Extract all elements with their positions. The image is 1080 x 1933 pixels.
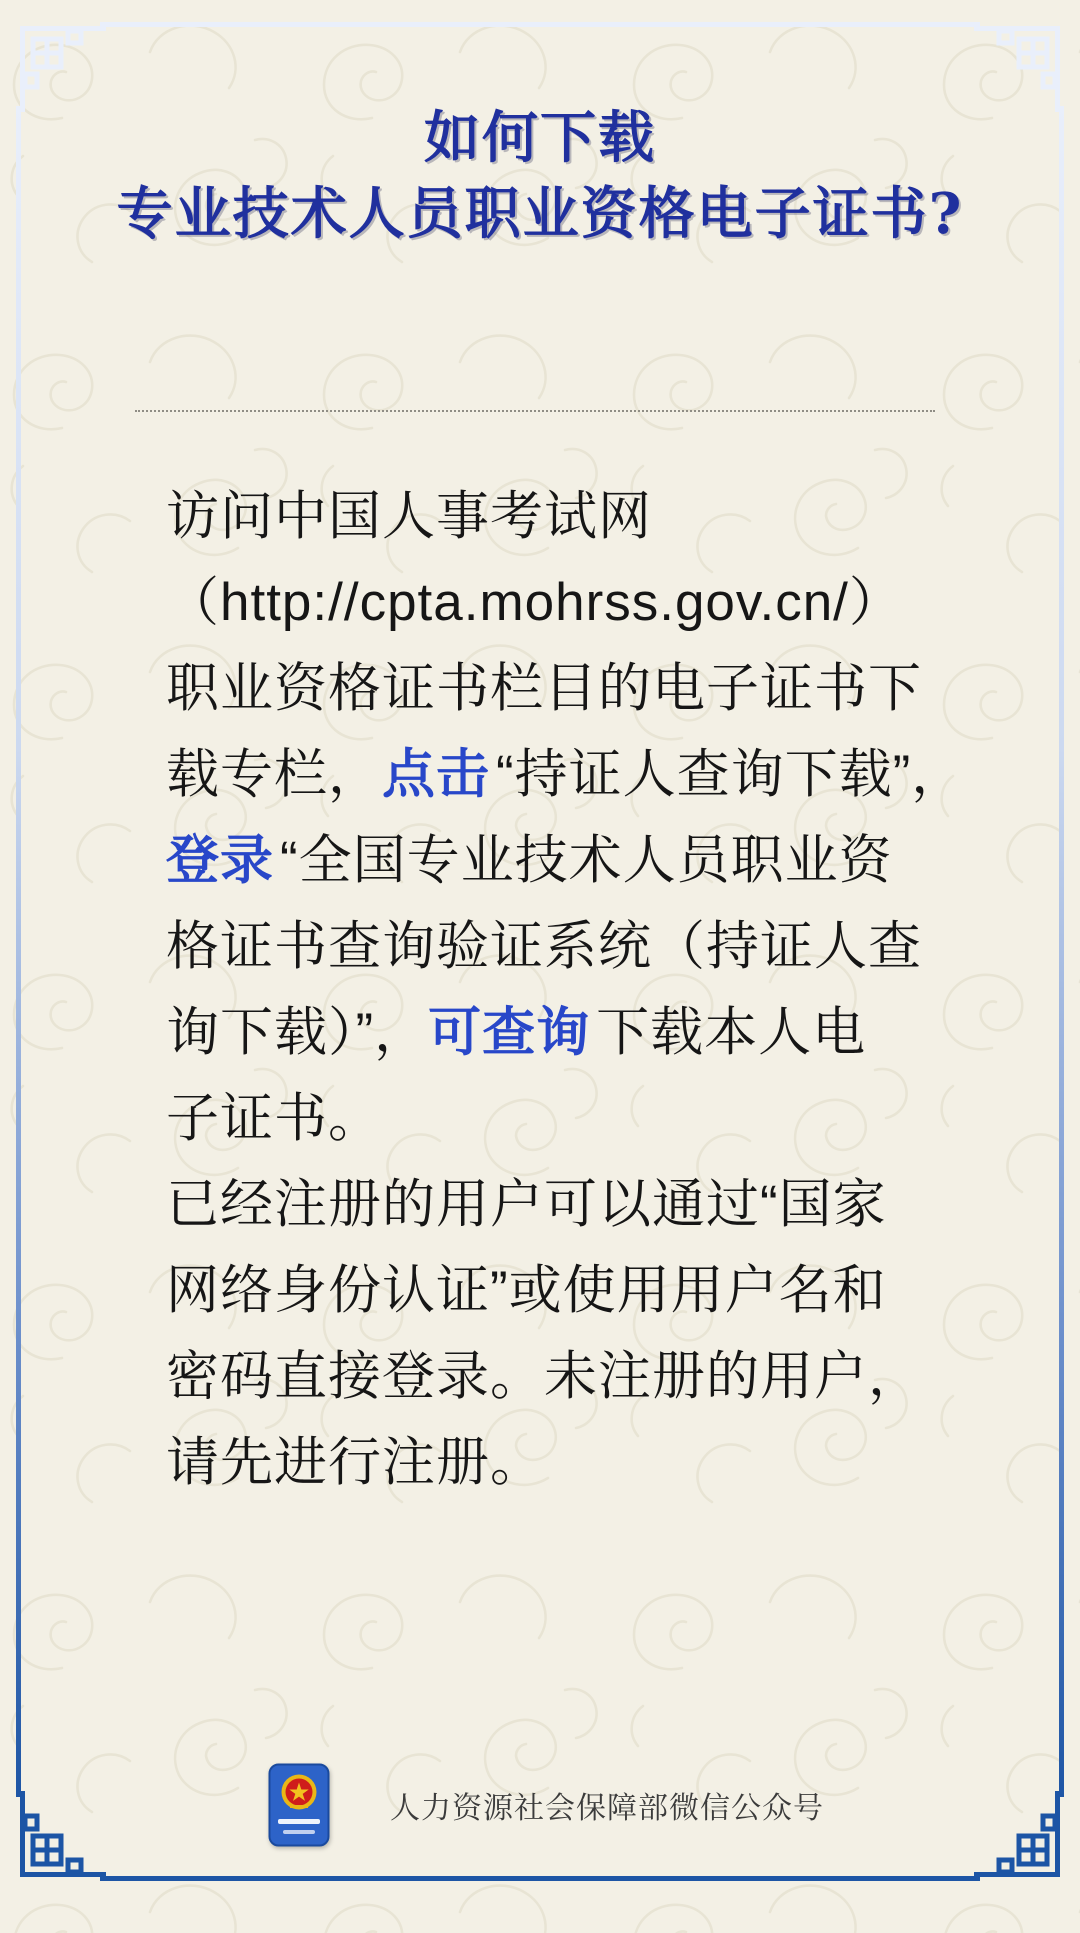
mohrss-national-emblem-app-icon	[268, 1763, 330, 1847]
footer	[268, 1763, 824, 1847]
body-line	[166, 646, 966, 732]
body-segment: “全国专业技术人员职业资	[280, 831, 893, 890]
divider-line	[135, 410, 935, 412]
frame-border-bottom	[100, 1876, 980, 1881]
body-text	[166, 474, 966, 1506]
body-line	[166, 560, 966, 646]
fret-corner-bottom-right-icon	[974, 1791, 1064, 1881]
fret-corner-top-left-icon	[16, 22, 106, 112]
body-segment: （http://cpta.mohrss.gov.cn/）	[166, 573, 903, 632]
body-segment: 子证书。	[166, 1089, 382, 1148]
body-segment: “持证人查询下载”，	[496, 745, 966, 804]
body-line	[166, 904, 966, 990]
footer-label: 人力资源社会保障部微信公众号	[390, 1792, 824, 1825]
body-segment: 请先进行注册。	[166, 1433, 544, 1492]
highlighted-term: 点击	[382, 745, 490, 804]
body-segment: 已经注册的用户可以通过“国家	[166, 1175, 887, 1234]
body-line	[166, 732, 966, 818]
body-segment: 询下载）”，	[166, 1003, 429, 1062]
body-line	[166, 1162, 966, 1248]
body-segment: 下载本人电	[596, 1003, 867, 1062]
title-line-1: 如何下载	[424, 105, 656, 171]
body-line	[166, 1076, 966, 1162]
frame-border-left	[16, 106, 21, 1797]
highlighted-term: 可查询	[428, 1003, 591, 1062]
body-line	[166, 1334, 966, 1420]
body-segment: 密码直接登录。未注册的用户，	[166, 1347, 922, 1406]
highlighted-term: 登录	[166, 831, 274, 890]
body-line	[166, 990, 966, 1076]
body-segment: 格证书查询验证系统（持证人查	[166, 917, 922, 976]
frame-border-right	[1059, 106, 1064, 1797]
body-line	[166, 1248, 966, 1334]
poster-title	[0, 100, 1080, 252]
title-line-2: 专业技术人员职业资格电子证书?	[116, 181, 964, 247]
body-segment: 访问中国人事考试网	[166, 487, 652, 546]
body-line	[166, 818, 966, 904]
body-segment: 网络身份认证”或使用用户名和	[166, 1261, 887, 1320]
body-line	[166, 474, 966, 560]
frame-border-top	[100, 22, 980, 27]
fret-corner-top-right-icon	[974, 22, 1064, 112]
body-segment: 载专栏，	[166, 745, 382, 804]
body-segment: 职业资格证书栏目的电子证书下	[166, 659, 922, 718]
body-line	[166, 1420, 966, 1506]
fret-corner-bottom-left-icon	[16, 1791, 106, 1881]
